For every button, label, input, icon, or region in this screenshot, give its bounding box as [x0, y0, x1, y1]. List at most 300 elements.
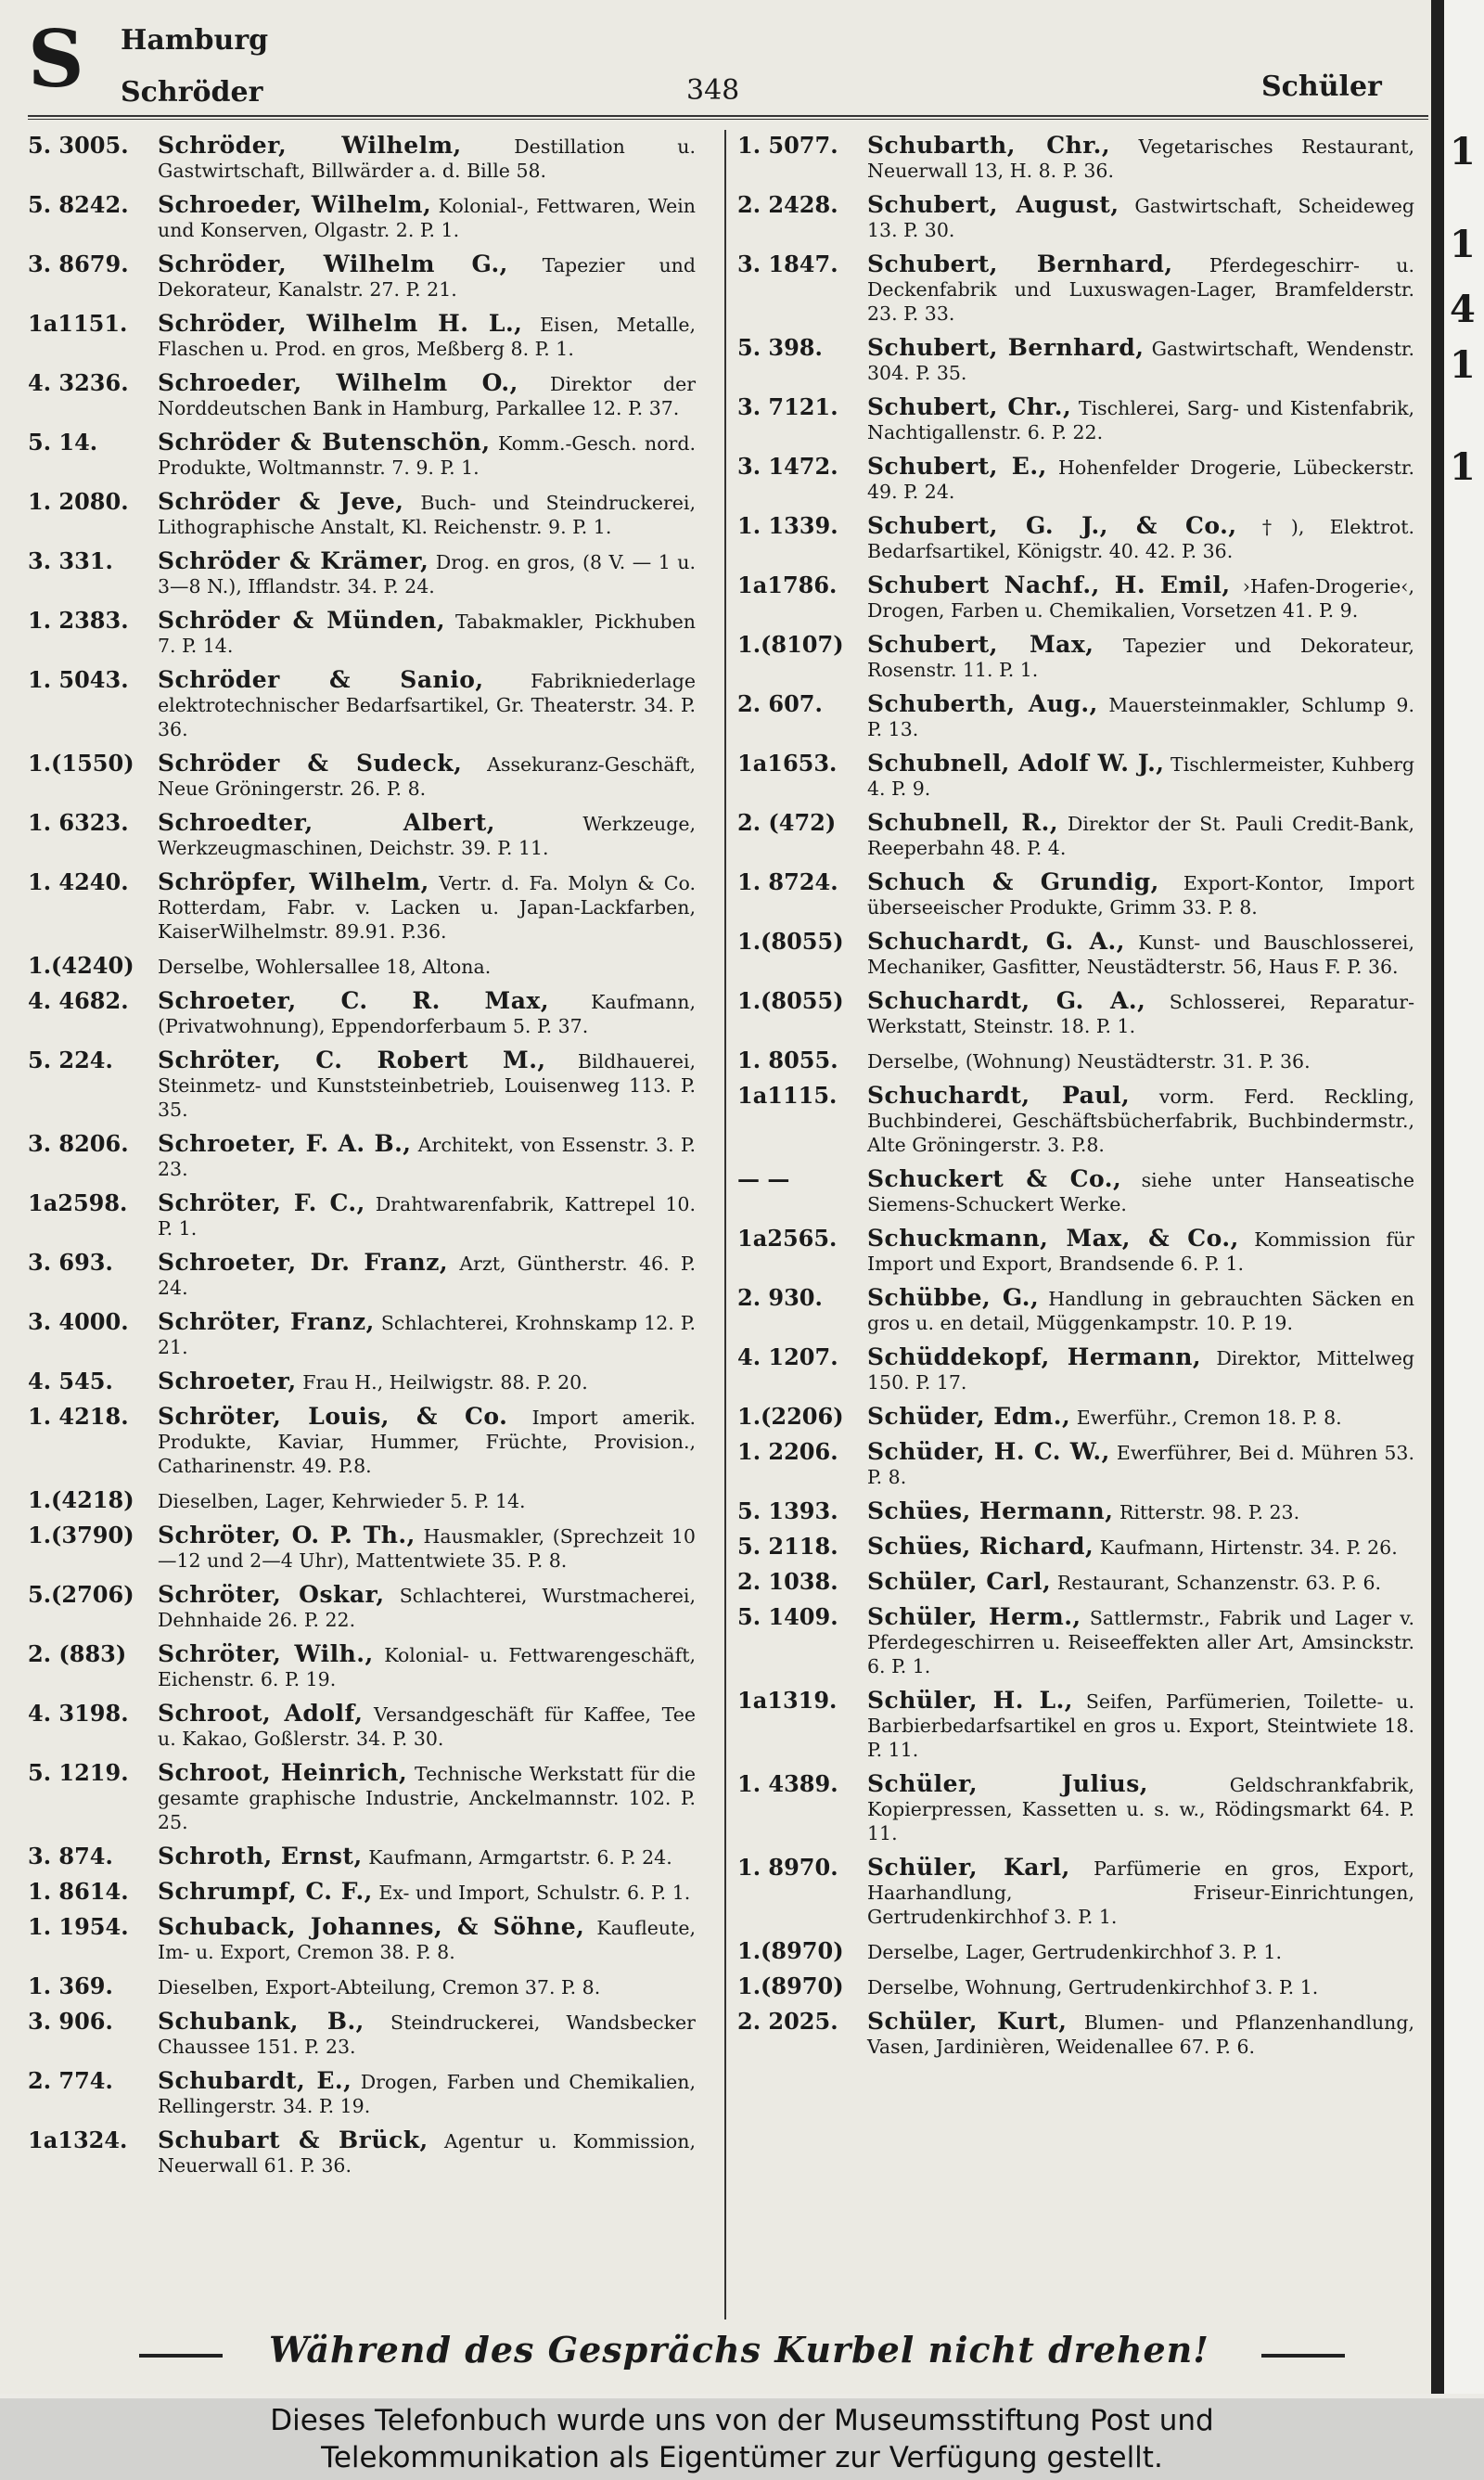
entry-text [158, 2069, 696, 2118]
phone-number: 1. 4240. [28, 868, 129, 895]
directory-entry [737, 1570, 1414, 1595]
subscriber-name: Schroeter, Dr. Franz, [158, 1249, 449, 1276]
entry-text [158, 1974, 696, 1999]
directory-entry [28, 490, 696, 539]
directory-entry [737, 1227, 1414, 1276]
directory-entry [28, 870, 696, 944]
left-column [28, 134, 696, 2188]
directory-entry [737, 1974, 1414, 1999]
phone-number: 1. 5077. [737, 132, 838, 159]
directory-entry [28, 1974, 696, 1999]
entry-description: Frau H., Heilwigstr. 88. P. 20. [302, 1371, 588, 1394]
directory-entry [737, 514, 1414, 563]
subscriber-name: Schröder & Sanio, [158, 666, 484, 693]
entry-text [867, 1499, 1414, 1524]
header-rule [28, 115, 1428, 120]
directory-entry [28, 1915, 696, 1964]
subscriber-name: Schröder, Wilhelm G., [158, 251, 508, 277]
directory-entry [28, 1132, 696, 1181]
entry-description: Tapezier und Dekorateur, Kanalstr. 27. P. 21. [158, 254, 696, 301]
entry-text [158, 252, 696, 302]
entry-text [867, 1856, 1414, 1929]
subscriber-name: Schubert, E., [867, 453, 1047, 480]
directory-entry [737, 1499, 1414, 1524]
adjacent-page-fragment: 1 [1450, 223, 1476, 266]
subscriber-name: Schröter, O. P. Th., [158, 1522, 416, 1548]
entry-description: siehe unter Hanseatische Siemens-Schuckert Werke. [867, 1169, 1414, 1215]
entry-text [158, 870, 696, 944]
subscriber-name: Schuback, Johannes, & Söhne, [158, 1913, 585, 1940]
entry-text [867, 633, 1414, 682]
directory-entry [28, 1191, 696, 1240]
phone-number: 3. 1847. [737, 251, 838, 277]
directory-entry [737, 811, 1414, 860]
phone-number: 1. 8055. [737, 1047, 838, 1073]
phone-number: 2. 774. [28, 2067, 113, 2094]
footer-rule-left [139, 2354, 223, 2358]
directory-entry [737, 1605, 1414, 1678]
directory-entry [737, 1772, 1414, 1845]
entry-description: Seifen, Parfümerien, Toilette- u. Barbierbedarfsartikel en gros u. Export, Steintwiete 18. P. 11. [867, 1690, 1414, 1761]
directory-entry [28, 1642, 696, 1691]
directory-entry [737, 1345, 1414, 1394]
phone-number: 2. (883) [28, 1640, 127, 1667]
phone-number: 3. 693. [28, 1249, 113, 1276]
subscriber-name: Schröder, Wilhelm H. L., [158, 310, 523, 337]
directory-entry [737, 752, 1414, 801]
adjacent-page-fragment: 1 [1450, 445, 1476, 489]
entry-text [158, 609, 696, 658]
entry-text [158, 312, 696, 361]
phone-number: 1.(8055) [737, 987, 844, 1014]
entry-text [158, 1405, 696, 1478]
subscriber-name: Schröter, Oskar, [158, 1581, 385, 1608]
subscriber-name: Schües, Hermann, [867, 1497, 1114, 1524]
subscriber-name: Schüler, Karl, [867, 1854, 1070, 1881]
entry-description: Tischlermeister, Kuhberg 4. P. 9. [867, 753, 1415, 800]
directory-entry [737, 1405, 1414, 1430]
entry-text [867, 573, 1414, 623]
subscriber-name: Schröder, Wilhelm, [158, 132, 462, 159]
entry-description: Tischlerei, Sarg- und Kistenfabrik, Nachtigallenstr. 6. P. 22. [867, 397, 1415, 443]
entry-text [867, 1939, 1414, 1964]
subscriber-name: Schubank, B., [158, 2008, 365, 2035]
phone-number: 5. 398. [737, 334, 823, 361]
entry-text [867, 1570, 1414, 1595]
subscriber-name: Schröder & Münden, [158, 607, 446, 634]
entry-text [158, 1191, 696, 1240]
directory-entry [737, 989, 1414, 1038]
subscriber-name: Schröder & Sudeck, [158, 750, 463, 777]
entry-text [158, 1761, 696, 1834]
directory-entry [737, 1167, 1414, 1216]
subscriber-name: Schuchardt, Paul, [867, 1082, 1131, 1109]
directory-entry [737, 252, 1414, 326]
directory-entry [28, 193, 696, 242]
subscriber-name: Schrumpf, C. F., [158, 1878, 373, 1905]
column-divider [724, 130, 726, 2319]
phone-number: 1. 369. [28, 1972, 113, 1999]
entry-description: Ritterstr. 98. P. 23. [1119, 1501, 1300, 1523]
subscriber-name: Schroot, Adolf, [158, 1700, 364, 1727]
entry-description: Kommission für Import und Export, Brandsende 6. P. 1. [867, 1228, 1414, 1275]
subscriber-name: Schroeter, C. R. Max, [158, 987, 550, 1014]
entry-description: Drahtwarenfabrik, Kattrepel 10. P. 1. [158, 1193, 696, 1240]
phone-number: 3. 4000. [28, 1308, 129, 1335]
phone-number: 1. 1339. [737, 512, 838, 539]
phone-number: 5. 14. [28, 429, 98, 456]
directory-entry [737, 395, 1414, 444]
phone-number: 1.(8970) [737, 1972, 844, 1999]
entry-description: Blumen- und Pflanzenhandlung, Vasen, Jardinièren, Weidenallee 67. P. 6. [867, 2011, 1414, 2058]
entry-text [158, 2128, 696, 2178]
phone-number: 2. 607. [737, 690, 823, 717]
entry-text [867, 1084, 1414, 1157]
phone-number: 1. 1954. [28, 1913, 129, 1940]
phone-number: 1. 8970. [737, 1854, 838, 1881]
phone-number: 2. 1038. [737, 1568, 838, 1595]
entry-description: Arzt, Güntherstr. 46. P. 24. [158, 1253, 696, 1299]
phone-number: 2. (472) [737, 809, 837, 836]
entry-description: Vegetarisches Restaurant, Neuerwall 13, H. 8. P. 36. [867, 135, 1414, 182]
directory-entry [28, 1251, 696, 1300]
subscriber-name: Schröder & Butenschön, [158, 429, 491, 456]
entry-description: Kolonial- u. Fettwarengeschäft, Eichenstr. 6. P. 19. [158, 1644, 696, 1690]
adjacent-page-fragment: 4 [1450, 288, 1476, 331]
phone-number: 1a1324. [28, 2127, 128, 2153]
entry-text [867, 1772, 1414, 1845]
entry-description: Kaufmann, Armgartstr. 6. P. 24. [368, 1846, 672, 1869]
subscriber-name: Schroeter, F. A. B., [158, 1130, 412, 1157]
entry-description: Direktor der Norddeutschen Bank in Hamburg, Parkallee 12. P. 37. [158, 373, 696, 419]
entry-description: Tapezier und Dekorateur, Rosenstr. 11. P. 1. [867, 635, 1414, 681]
entry-description: Parfümerie en gros, Export, Haarhandlung, Friseur-Einrichtungen, Gertrudenkirchhof 3. P. 1. [867, 1857, 1414, 1928]
entry-text [158, 1048, 696, 1122]
directory-entry [28, 1761, 696, 1834]
subscriber-name: Schröter, Louis, & Co. [158, 1403, 508, 1430]
entry-description: Eisen, Metalle, Flaschen u. Prod. en gros, Meßberg 8. P. 1. [158, 314, 696, 360]
directory-entry [28, 609, 696, 658]
subscriber-name: Schroth, Ernst, [158, 1843, 363, 1870]
adjacent-page-fragment: 1 [1450, 130, 1476, 173]
subscriber-name: Schüler, H. L., [867, 1687, 1073, 1714]
directory-entry [737, 1084, 1414, 1157]
entry-text [158, 1523, 696, 1573]
directory-entry [737, 870, 1414, 919]
entry-description: Ewerführ., Cremon 18. P. 8. [1076, 1407, 1342, 1429]
directory-entry [28, 1702, 696, 1751]
phone-number: 3. 8206. [28, 1130, 129, 1157]
subscriber-name: Schuch & Grundig, [867, 868, 1159, 895]
directory-entry [28, 1310, 696, 1359]
subscriber-name: Schröter, Wilh., [158, 1640, 374, 1667]
caption-line-2: Telekommunikation als Eigentümer zur Verfügung gestellt. [321, 2441, 1163, 2474]
archive-caption [0, 2398, 1484, 2480]
subscriber-name: Schröder & Jeve, [158, 488, 404, 515]
subscriber-name: Schüder, H. C. W., [867, 1438, 1110, 1465]
entry-text [158, 752, 696, 801]
phone-number: 1. 5043. [28, 666, 129, 693]
directory-entry [28, 752, 696, 801]
entry-description: Derselbe, (Wohnung) Neustädterstr. 31. P. 36. [867, 1050, 1311, 1073]
caption-line-1: Dieses Telefonbuch wurde uns von der Museumsstiftung Post und [270, 2404, 1214, 2437]
entry-description: Versandgeschäft für Kaffee, Tee u. Kakao, Goßlerstr. 34. P. 30. [158, 1703, 696, 1750]
subscriber-name: Schubert, G. J., & Co., [867, 512, 1237, 539]
entry-description: Kaufmann, (Privatwohnung), Eppendorferbaum 5. P. 37. [158, 991, 696, 1037]
entry-text [867, 1345, 1414, 1394]
subscriber-name: Schubert, Bernhard, [867, 251, 1173, 277]
phone-number: 1. 2080. [28, 488, 129, 515]
directory-entry [28, 811, 696, 860]
directory-entry [737, 336, 1414, 385]
phone-number: 1.(8970) [737, 1937, 844, 1964]
phone-number: 5. 1409. [737, 1603, 838, 1630]
entry-description: Tabakmakler, Pickhuben 7. P. 14. [158, 610, 696, 657]
entry-text [158, 954, 696, 979]
phone-number: 1. 8614. [28, 1878, 129, 1905]
entry-text [158, 811, 696, 860]
entry-text [867, 870, 1414, 919]
entry-text [158, 1642, 696, 1691]
directory-entry [737, 1048, 1414, 1073]
entry-text [158, 1251, 696, 1300]
subscriber-name: Schües, Richard, [867, 1533, 1094, 1560]
phone-number: 4. 3198. [28, 1700, 129, 1727]
phone-number: 5. 8242. [28, 191, 129, 218]
phone-number: 1.(2206) [737, 1403, 844, 1430]
city-heading: Hamburg [121, 24, 269, 57]
subscriber-name: Schüler, Herm., [867, 1603, 1081, 1630]
entry-description: Technische Werkstatt für die gesamte graphische Industrie, Anckelmannstr. 102. P. 25. [158, 1763, 696, 1833]
entry-text [158, 490, 696, 539]
phone-number: 1. 8724. [737, 868, 838, 895]
phone-number: 1.(3790) [28, 1522, 134, 1548]
directory-entry [737, 1856, 1414, 1929]
phone-number: 2. 930. [737, 1284, 823, 1311]
phone-number: 3. 331. [28, 547, 113, 574]
subscriber-name: Schroot, Heinrich, [158, 1759, 408, 1786]
subscriber-name: Schröter, C. Robert M., [158, 1047, 546, 1073]
phone-number: 1a1786. [737, 572, 838, 598]
subscriber-name: Schubert, Max, [867, 631, 1094, 658]
directory-entry [737, 633, 1414, 682]
right-column [737, 134, 1414, 2069]
footer-rule-right [1261, 2354, 1345, 2358]
phone-number: 1.(1550) [28, 750, 134, 777]
phone-number: 5. 1393. [737, 1497, 838, 1524]
subscriber-name: Schubnell, Adolf W. J., [867, 750, 1165, 777]
entry-description: Dieselben, Export-Abteilung, Cremon 37. P. 8. [158, 1976, 601, 1998]
subscriber-name: Schubert, Chr., [867, 393, 1072, 420]
entry-text [158, 1488, 696, 1513]
entry-description: Dieselben, Lager, Kehrwieder 5. P. 14. [158, 1490, 526, 1512]
directory-entry [28, 252, 696, 302]
subscriber-name: Schubert Nachf., H. Emil, [867, 572, 1231, 598]
directory-entry [28, 954, 696, 979]
subscriber-name: Schüddekopf, Hermann, [867, 1343, 1202, 1370]
phone-number: 5. 224. [28, 1047, 113, 1073]
phone-number: 1. 6323. [28, 809, 129, 836]
subscriber-name: Schüder, Edm., [867, 1403, 1071, 1430]
subscriber-name: Schroeter, [158, 1368, 297, 1394]
directory-entry [737, 2010, 1414, 2059]
directory-entry [28, 430, 696, 480]
subscriber-name: Schubert, August, [867, 191, 1119, 218]
entry-text [158, 1915, 696, 1964]
phone-number: 3. 8679. [28, 251, 129, 277]
entry-text [867, 455, 1414, 504]
entry-description: Hohenfelder Drogerie, Lübeckerstr. 49. P. 24. [867, 456, 1414, 503]
directory-entry [28, 2128, 696, 2178]
directory-entry [28, 2010, 696, 2059]
subscriber-name: Schröder & Krämer, [158, 547, 429, 574]
entry-text [867, 514, 1414, 563]
section-letter: S [28, 13, 84, 105]
entry-description: Steindruckerei, Wandsbecker Chaussee 151. P. 23. [158, 2011, 696, 2058]
entry-text [158, 2010, 696, 2059]
phone-number: 2. 2428. [737, 191, 838, 218]
subscriber-name: Schuckert & Co., [867, 1165, 1122, 1192]
entry-description: Derselbe, Lager, Gertrudenkirchhof 3. P. 1. [867, 1941, 1282, 1963]
entry-description: Pferdegeschirr- u. Deckenfabrik und Luxuswagen-Lager, Bramfelderstr. 23. P. 33. [867, 254, 1414, 325]
directory-entry [28, 312, 696, 361]
entry-text [158, 1844, 696, 1870]
phone-number: 1a1115. [737, 1082, 838, 1109]
entry-text [158, 430, 696, 480]
phone-number: 1a2598. [28, 1189, 128, 1216]
entry-description: Drog. en gros, (8 V. — 1 u. 3—8 N.), Ifflandstr. 34. P. 24. [158, 551, 696, 598]
phone-number: — — [737, 1165, 790, 1192]
phone-number: 1. 2206. [737, 1438, 838, 1465]
phone-number: 1. 4389. [737, 1770, 838, 1797]
subscriber-name: Schröpfer, Wilhelm, [158, 868, 429, 895]
entry-text [867, 752, 1414, 801]
directory-entry [28, 1844, 696, 1870]
entry-description: Mauersteinmakler, Schlump 9. P. 13. [867, 694, 1414, 740]
subscriber-name: Schubnell, R., [867, 809, 1059, 836]
entry-text [158, 1583, 696, 1632]
entry-text [867, 2010, 1414, 2059]
entry-text [158, 549, 696, 598]
phone-number: 3. 906. [28, 2008, 113, 2035]
right-running-head: Schüler [1261, 71, 1382, 103]
entry-text [158, 1702, 696, 1751]
entry-description: Restaurant, Schanzenstr. 63. P. 6. [1056, 1572, 1382, 1594]
left-running-head: Schröder [121, 76, 263, 109]
entry-description: Sattlermstr., Fabrik und Lager v. Pferdegeschirren u. Reiseeffekten aller Art, Amsinckstr. 6. P. 1. [867, 1607, 1414, 1677]
entry-description: Komm.-Gesch. nord. Produkte, Woltmannstr. 7. 9. P. 1. [158, 432, 696, 479]
entry-text [867, 1689, 1414, 1762]
subscriber-name: Schubart & Brück, [158, 2127, 429, 2153]
subscriber-name: Schuchardt, G. A., [867, 987, 1146, 1014]
phone-number: 2. 2025. [737, 2008, 838, 2035]
entry-text [867, 1286, 1414, 1335]
entry-description: Assekuranz-Geschäft, Neue Gröningerstr. 26. P. 8. [158, 753, 696, 800]
entry-description: vorm. Ferd. Reckling, Buchbinderei, Geschäftsbücherfabrik, Buchbindermstr., Alte Gröningerstr. 3. P.8. [867, 1086, 1414, 1156]
entry-description: Kunst- und Bauschlosserei, Mechaniker, Gasfitter, Neustädterstr. 56, Haus F. P. 36. [867, 932, 1414, 978]
directory-entry [28, 549, 696, 598]
directory-entry [28, 1583, 696, 1632]
subscriber-name: Schroeder, Wilhelm, [158, 191, 432, 218]
phone-number: 4. 4682. [28, 987, 129, 1014]
phone-number: 3. 874. [28, 1843, 113, 1870]
phone-number: 1a1319. [737, 1687, 838, 1714]
directory-entry [28, 371, 696, 420]
entry-text [867, 1440, 1414, 1489]
entry-description: Kaufleute, Im- u. Export, Cremon 38. P. 8. [158, 1917, 696, 1963]
phone-number: 5.(2706) [28, 1581, 134, 1608]
directory-entry [737, 1440, 1414, 1489]
subscriber-name: Schubardt, E., [158, 2067, 352, 2094]
entry-description: Drogen, Farben und Chemikalien, Rellingerstr. 34. P. 19. [158, 2071, 696, 2117]
entry-description: Agentur u. Kommission, Neuerwall 61. P. 36. [158, 2130, 696, 2177]
entry-text [867, 193, 1414, 242]
subscriber-name: Schübbe, G., [867, 1284, 1040, 1311]
directory-entry [28, 1880, 696, 1905]
subscriber-name: Schröter, F. C., [158, 1189, 365, 1216]
directory-entry [737, 193, 1414, 242]
entry-description: †), Elektrot. Bedarfsartikel, Königstr. 40. 42. P. 36. [867, 516, 1414, 562]
adjacent-page-fragment: 1 [1450, 343, 1476, 387]
entry-description: Gastwirtschaft, Scheideweg 13. P. 30. [867, 195, 1414, 241]
subscriber-name: Schüler, Carl, [867, 1568, 1052, 1595]
directory-entry [737, 692, 1414, 741]
entry-description: Export-Kontor, Import überseeischer Produkte, Grimm 33. P. 8. [867, 872, 1414, 919]
subscriber-name: Schroedter, Albert, [158, 809, 495, 836]
entry-text [867, 1535, 1414, 1560]
phone-number: 5. 1219. [28, 1759, 129, 1786]
entry-description: Derselbe, Wohlersallee 18, Altona. [158, 956, 492, 978]
entry-description: Geldschrankfabrik, Kopierpressen, Kassetten u. s. w., Rödingsmarkt 64. P. 11. [867, 1774, 1414, 1844]
entry-text [158, 193, 696, 242]
entry-text [158, 1132, 696, 1181]
phone-number: 1.(8107) [737, 631, 844, 658]
directory-entry [737, 455, 1414, 504]
entry-description: Import amerik. Produkte, Kaviar, Hummer, Früchte, Provision., Catharinenstr. 49. P.8. [158, 1407, 696, 1477]
entry-text [867, 930, 1414, 979]
page-number: 348 [686, 74, 740, 107]
entry-description: Ewerführer, Bei d. Mühren 53. P. 8. [867, 1442, 1414, 1488]
directory-entry [737, 930, 1414, 979]
phone-number: 1a2565. [737, 1225, 838, 1252]
entry-description: Schlachterei, Wurstmacherei, Dehnhaide 26. P. 22. [158, 1585, 696, 1631]
phone-number: 1. 2383. [28, 607, 129, 634]
subscriber-name: Schubert, Bernhard, [867, 334, 1145, 361]
phone-number: 4. 545. [28, 1368, 113, 1394]
phone-number: 1a1653. [737, 750, 838, 777]
entry-description: Handlung in gebrauchten Säcken en gros u. en detail, Müggenkampstr. 10. P. 19. [867, 1288, 1414, 1334]
entry-text [867, 1048, 1414, 1073]
entry-description: Destillation u. Gastwirtschaft, Billwärder a. d. Bille 58. [158, 135, 696, 182]
phone-number: 5. 3005. [28, 132, 129, 159]
entry-description: Gastwirtschaft, Wendenstr. 304. P. 35. [867, 338, 1414, 384]
entry-description: Schlachterei, Krohnskamp 12. P. 21. [158, 1312, 696, 1358]
directory-entry [28, 1048, 696, 1122]
entry-description: Schlosserei, Reparatur-Werkstatt, Steinstr. 18. P. 1. [867, 991, 1414, 1037]
subscriber-name: Schuchardt, G. A., [867, 928, 1125, 955]
entry-text [867, 1227, 1414, 1276]
phone-number: 4. 3236. [28, 369, 129, 396]
entry-text [158, 371, 696, 420]
entry-description: ›Hafen-Drogerie‹, Drogen, Farben u. Chemikalien, Vorsetzen 41. P. 9. [867, 575, 1414, 622]
entry-description: Kaufmann, Hirtenstr. 34. P. 26. [1099, 1536, 1398, 1559]
directory-entry [28, 1369, 696, 1394]
entry-text [158, 1310, 696, 1359]
phone-number: 1.(4240) [28, 952, 134, 979]
entry-description: Bildhauerei, Steinmetz- und Kunststeinbetrieb, Louisenweg 113. P. 35. [158, 1050, 696, 1121]
directory-entry [28, 668, 696, 741]
entry-description: Buch- und Steindruckerei, Lithographische Anstalt, Kl. Reichenstr. 9. P. 1. [158, 492, 696, 538]
